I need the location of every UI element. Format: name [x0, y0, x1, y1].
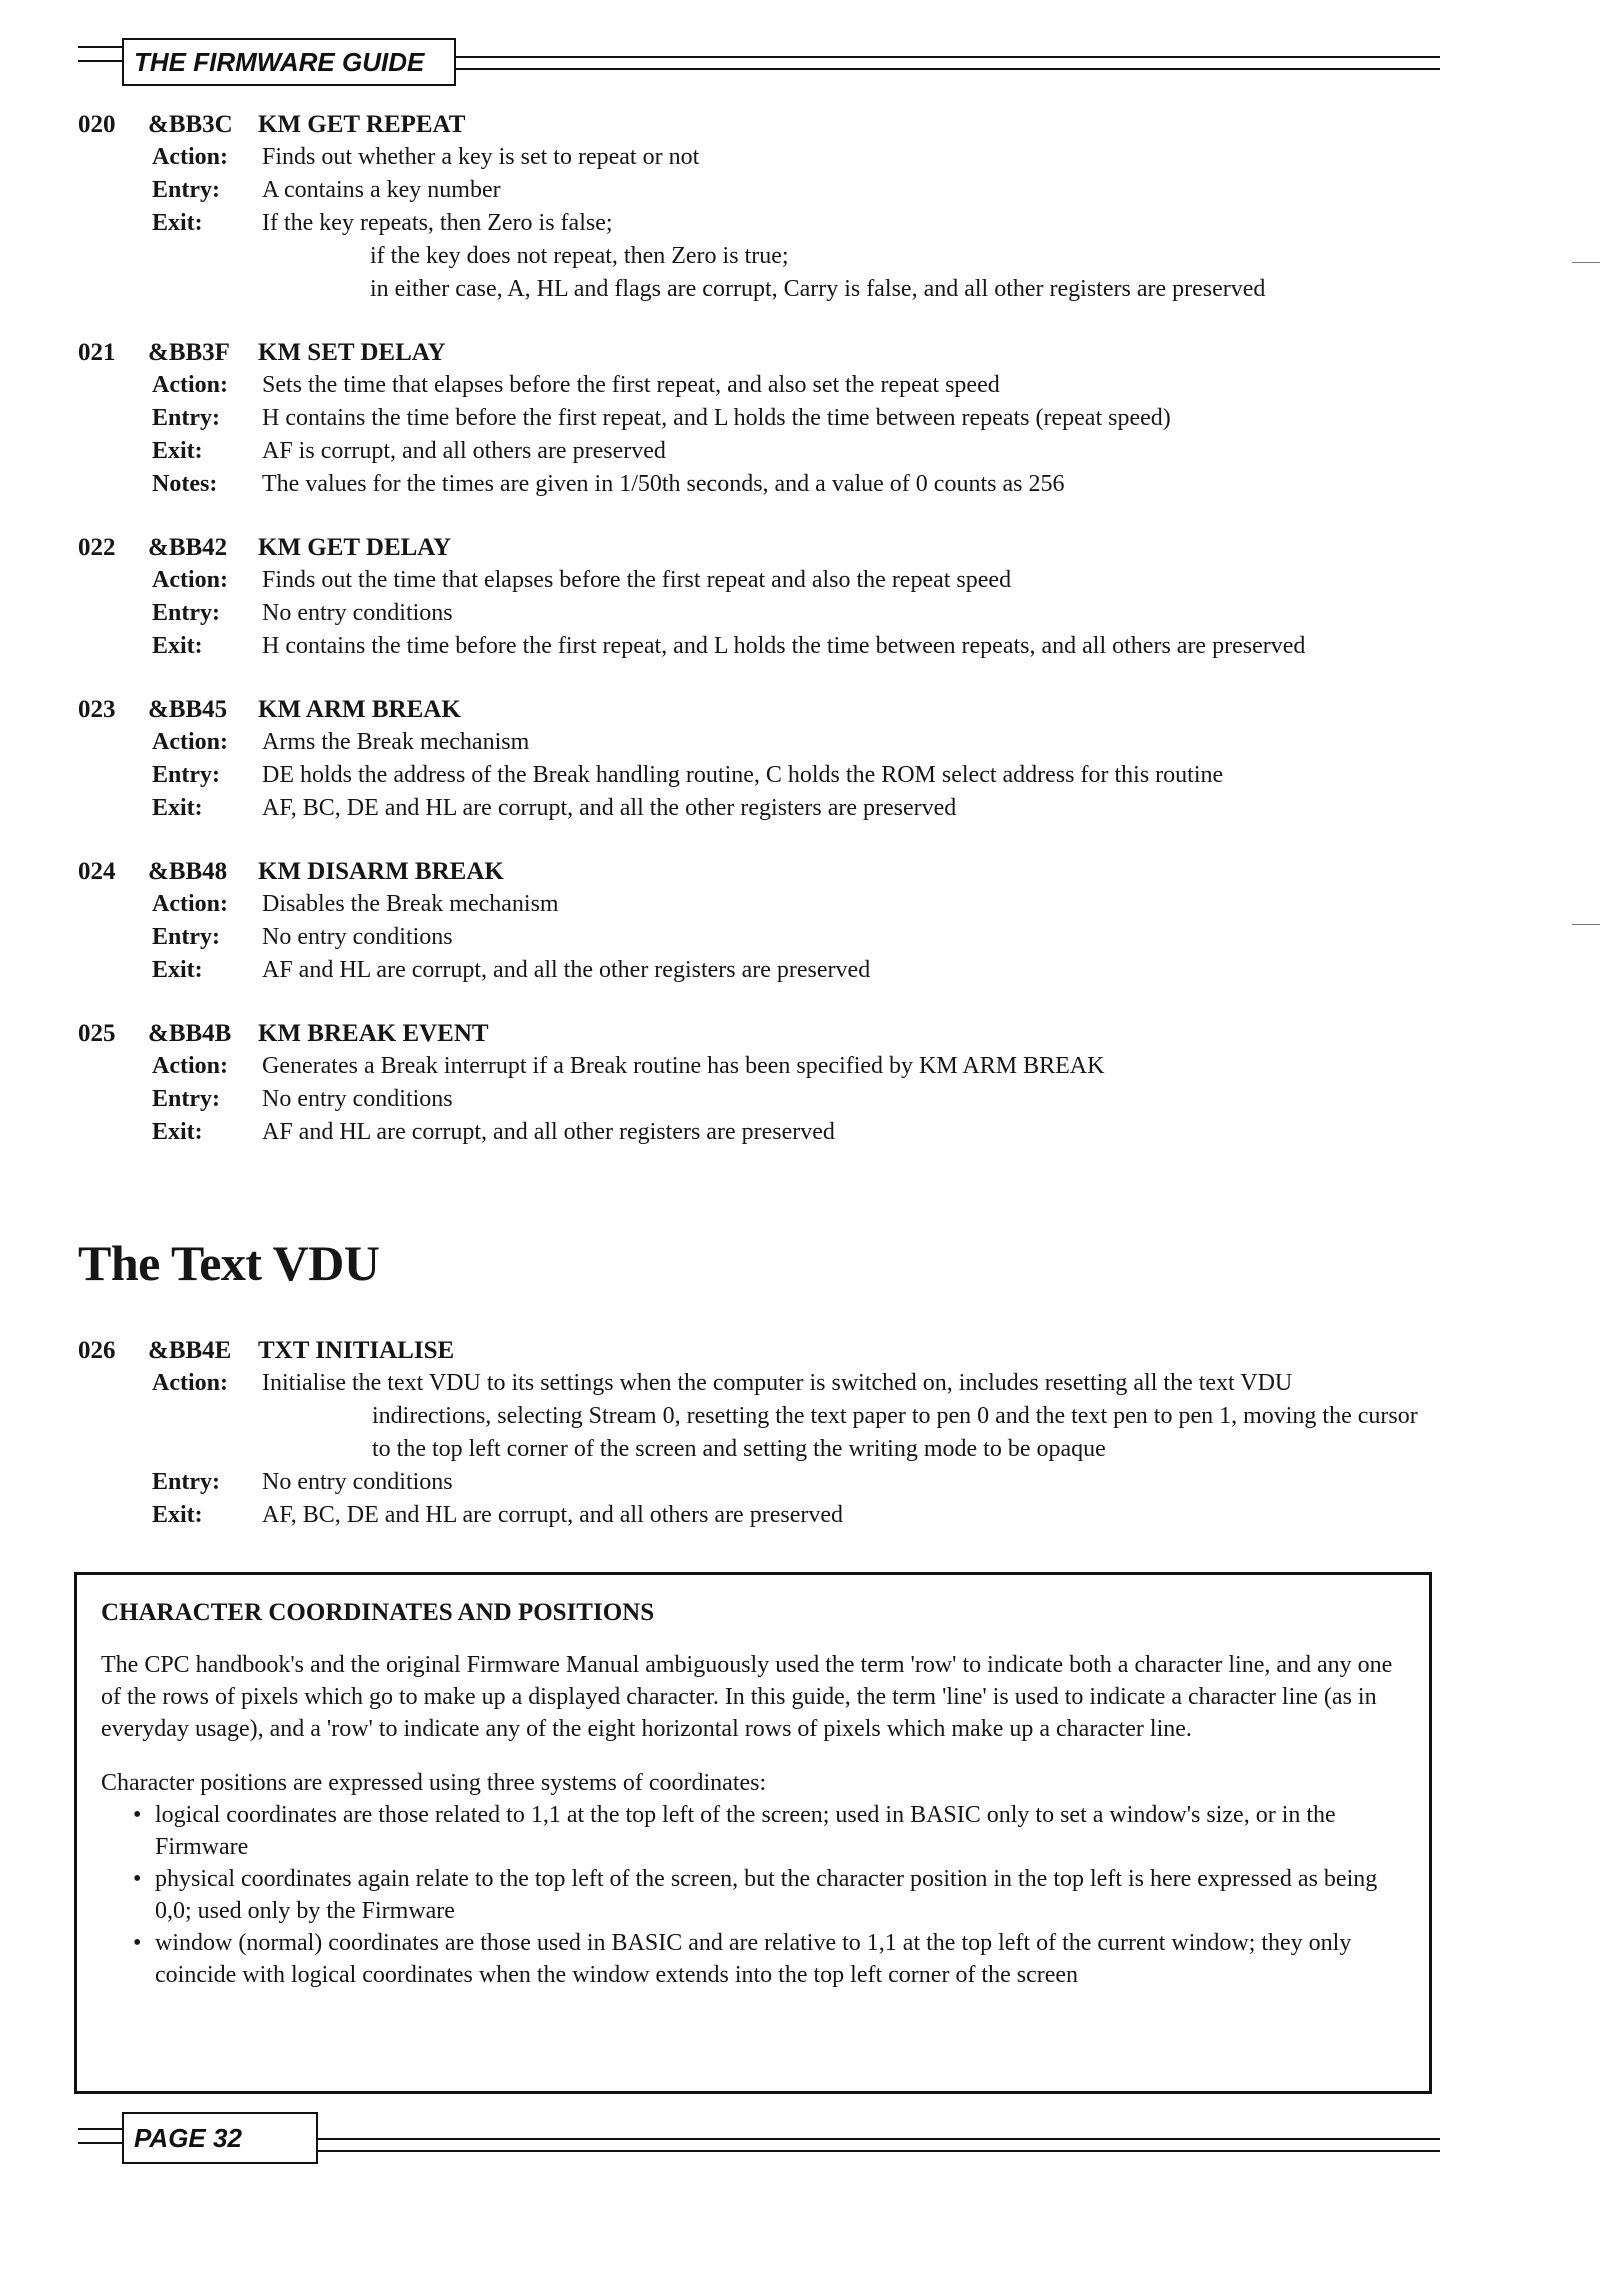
entry-text: No entry conditions [262, 600, 453, 626]
note-box-bullets [101, 1799, 1407, 1991]
entry-label: Exit: [152, 795, 203, 821]
entry-continuation: to the top left corner of the screen and setting the writing mode to be opaque [372, 1436, 1106, 1462]
entry-label: Exit: [152, 957, 203, 983]
entry-number: 025 [78, 1020, 116, 1047]
entry-line [78, 1050, 1458, 1083]
footer-label: PAGE 32 [122, 2112, 318, 2164]
bullet-icon: • [133, 1802, 142, 1828]
entry-text: AF and HL are corrupt, and all the other registers are preserved [262, 957, 871, 983]
bullet-item [101, 1863, 1407, 1927]
note-box-paragraph: The CPC handbook's and the original Firmware Manual ambiguously used the term 'row' to indicate both a character line, and any one of the rows of pixels which go to make up a displayed character. In this guide, the term 'line' is used to indicate a character line (as in everyday usage), and a 'row' to indicate any of the eight horizontal rows of pixels which make up a character line. [101, 1652, 1393, 1742]
entry-line [78, 921, 1458, 954]
entry-text: Finds out whether a key is set to repeat or not [262, 144, 700, 170]
entry-line [78, 141, 1458, 174]
entry-line [78, 759, 1458, 792]
entry-address: &BB48 [148, 858, 228, 885]
page-header [78, 38, 1440, 77]
entry-number: 022 [78, 534, 116, 561]
entry-label: Action: [152, 567, 228, 593]
entry-label: Entry: [152, 1469, 220, 1495]
section-title: The Text VDU [78, 1235, 380, 1291]
note-box-intro: Character positions are expressed using three systems of coordinates: [101, 1770, 767, 1796]
entry-number: 021 [78, 339, 116, 366]
entry-line-exit [78, 1499, 1458, 1532]
entry-label: Exit: [152, 210, 203, 236]
entry-number: 026 [78, 1337, 116, 1364]
entry-label: Action: [152, 729, 228, 755]
entry-line [78, 726, 1458, 759]
note-box [74, 1572, 1432, 2094]
header-label: THE FIRMWARE GUIDE [122, 38, 456, 86]
entry-address: &BB42 [148, 534, 228, 561]
bullet-icon: • [133, 1866, 142, 1892]
entry-list-text-vdu [78, 1334, 1458, 1562]
entry-number: 023 [78, 696, 116, 723]
entry-020 [78, 108, 1458, 306]
entry-heading [78, 1334, 1458, 1367]
entry-text: Disables the Break mechanism [262, 891, 559, 917]
margin-tick [1572, 262, 1600, 263]
entry-line [78, 1116, 1458, 1149]
entry-number: 024 [78, 858, 116, 885]
entry-line [78, 564, 1458, 597]
header-rule-left-top [78, 46, 122, 48]
entry-list [78, 108, 1458, 1179]
bullet-text: logical coordinates are those related to 1,1 at the top left of the screen; used in BASIC only to set a window's size, or in the Firmware [155, 1802, 1336, 1860]
entry-label: Exit: [152, 1502, 203, 1528]
header-rule-right-bottom [456, 68, 1440, 70]
header-rule-left-bottom [78, 60, 122, 62]
entry-line [78, 207, 1458, 240]
entry-line [78, 954, 1458, 987]
entry-text: A contains a key number [262, 177, 501, 203]
entry-023 [78, 693, 1458, 825]
entry-text: The values for the times are given in 1/50th seconds, and a value of 0 counts as 256 [262, 471, 1065, 497]
entry-continuation: in either case, A, HL and flags are corrupt, Carry is false, and all other registers are preserved [370, 276, 1266, 302]
entry-name: KM GET DELAY [258, 534, 452, 561]
entry-label: Exit: [152, 1119, 203, 1145]
entry-024 [78, 855, 1458, 987]
note-box-title: CHARACTER COORDINATES AND POSITIONS [101, 1599, 655, 1626]
bullet-text: window (normal) coordinates are those used in BASIC and are relative to 1,1 at the top left of the current window; they only coincide with logical coordinates when the window extends into the top left corner of the screen [155, 1930, 1352, 1988]
entry-line [78, 888, 1458, 921]
footer-rule-right-bottom [318, 2150, 1440, 2152]
bullet-text: physical coordinates again relate to the top left of the screen, but the character position in the top left is here expressed as being 0,0; used only by the Firmware [155, 1866, 1378, 1924]
entry-label: Exit: [152, 633, 203, 659]
entry-label: Notes: [152, 471, 218, 497]
footer-rule-left-top [78, 2128, 122, 2130]
entry-text: AF, BC, DE and HL are corrupt, and all others are preserved [262, 1502, 843, 1528]
entry-number: 020 [78, 111, 116, 138]
entry-label: Entry: [152, 177, 220, 203]
entry-line [78, 792, 1458, 825]
entry-name: KM ARM BREAK [258, 696, 461, 723]
entry-label: Action: [152, 372, 228, 398]
entry-label: Action: [152, 891, 228, 917]
entry-text: Initialise the text VDU to its settings when the computer is switched on, includes resetting all the text VDU [262, 1370, 1293, 1396]
entry-021 [78, 336, 1458, 501]
entry-label: Exit: [152, 438, 203, 464]
entry-address: &BB4E [148, 1337, 232, 1364]
entry-label: Entry: [152, 1086, 220, 1112]
entry-025 [78, 1017, 1458, 1149]
entry-label: Entry: [152, 600, 220, 626]
entry-label: Entry: [152, 924, 220, 950]
entry-line [78, 435, 1458, 468]
entry-line [78, 597, 1458, 630]
entry-line [78, 1083, 1458, 1116]
entry-line-entry [78, 1466, 1458, 1499]
entry-address: &BB3F [148, 339, 230, 366]
entry-text: Generates a Break interrupt if a Break routine has been specified by KM ARM BREAK [262, 1053, 1105, 1079]
entry-address: &BB45 [148, 696, 228, 723]
bullet-item [101, 1799, 1407, 1863]
entry-text: Finds out the time that elapses before the first repeat and also the repeat speed [262, 567, 1012, 593]
entry-text: Arms the Break mechanism [262, 729, 530, 755]
entry-line [78, 468, 1458, 501]
entry-text: AF and HL are corrupt, and all other registers are preserved [262, 1119, 835, 1145]
entry-text: AF is corrupt, and all others are preserved [262, 438, 666, 464]
entry-label: Action: [152, 144, 228, 170]
entry-heading [78, 1017, 1458, 1050]
entry-text: If the key repeats, then Zero is false; [262, 210, 613, 236]
entry-name: TXT INITIALISE [258, 1337, 455, 1364]
entry-heading [78, 108, 1458, 141]
footer-rule-left-bottom [78, 2142, 122, 2144]
entry-text: H contains the time before the first repeat, and L holds the time between repeats (repeat speed) [262, 405, 1171, 431]
entry-026 [78, 1334, 1458, 1532]
entry-label: Entry: [152, 405, 220, 431]
entry-name: KM BREAK EVENT [258, 1020, 489, 1047]
entry-address: &BB4B [148, 1020, 232, 1047]
entry-continuation: indirections, selecting Stream 0, resetting the text paper to pen 0 and the text pen to pen 1, moving the cursor [372, 1403, 1418, 1429]
margin-tick [1572, 924, 1600, 925]
entry-continuation: if the key does not repeat, then Zero is true; [370, 243, 789, 269]
entry-022 [78, 531, 1458, 663]
entry-name: KM SET DELAY [258, 339, 446, 366]
entry-heading [78, 855, 1458, 888]
entry-address: &BB3C [148, 111, 233, 138]
entry-text: H contains the time before the first repeat, and L holds the time between repeats, and all others are preserved [262, 633, 1306, 659]
header-rule-right-top [456, 56, 1440, 58]
entry-text: DE holds the address of the Break handling routine, C holds the ROM select address for this routine [262, 762, 1224, 788]
page-footer [78, 2112, 1440, 2158]
entry-line-action [78, 1367, 1458, 1400]
entry-line [78, 630, 1458, 663]
bullet-icon: • [133, 1930, 142, 1956]
entry-text: Sets the time that elapses before the first repeat, and also set the repeat speed [262, 372, 1000, 398]
entry-heading [78, 531, 1458, 564]
entry-text: No entry conditions [262, 924, 453, 950]
entry-text: AF, BC, DE and HL are corrupt, and all the other registers are preserved [262, 795, 957, 821]
entry-label: Action: [152, 1370, 228, 1396]
entry-name: KM DISARM BREAK [258, 858, 504, 885]
footer-rule-right-top [318, 2138, 1440, 2140]
entry-text: No entry conditions [262, 1469, 453, 1495]
entry-label: Entry: [152, 762, 220, 788]
bullet-item [101, 1927, 1407, 1991]
entry-label: Action: [152, 1053, 228, 1079]
entry-heading [78, 336, 1458, 369]
entry-name: KM GET REPEAT [258, 111, 466, 138]
entry-heading [78, 693, 1458, 726]
entry-line [78, 402, 1458, 435]
entry-text: No entry conditions [262, 1086, 453, 1112]
entry-line [78, 174, 1458, 207]
entry-line [78, 369, 1458, 402]
